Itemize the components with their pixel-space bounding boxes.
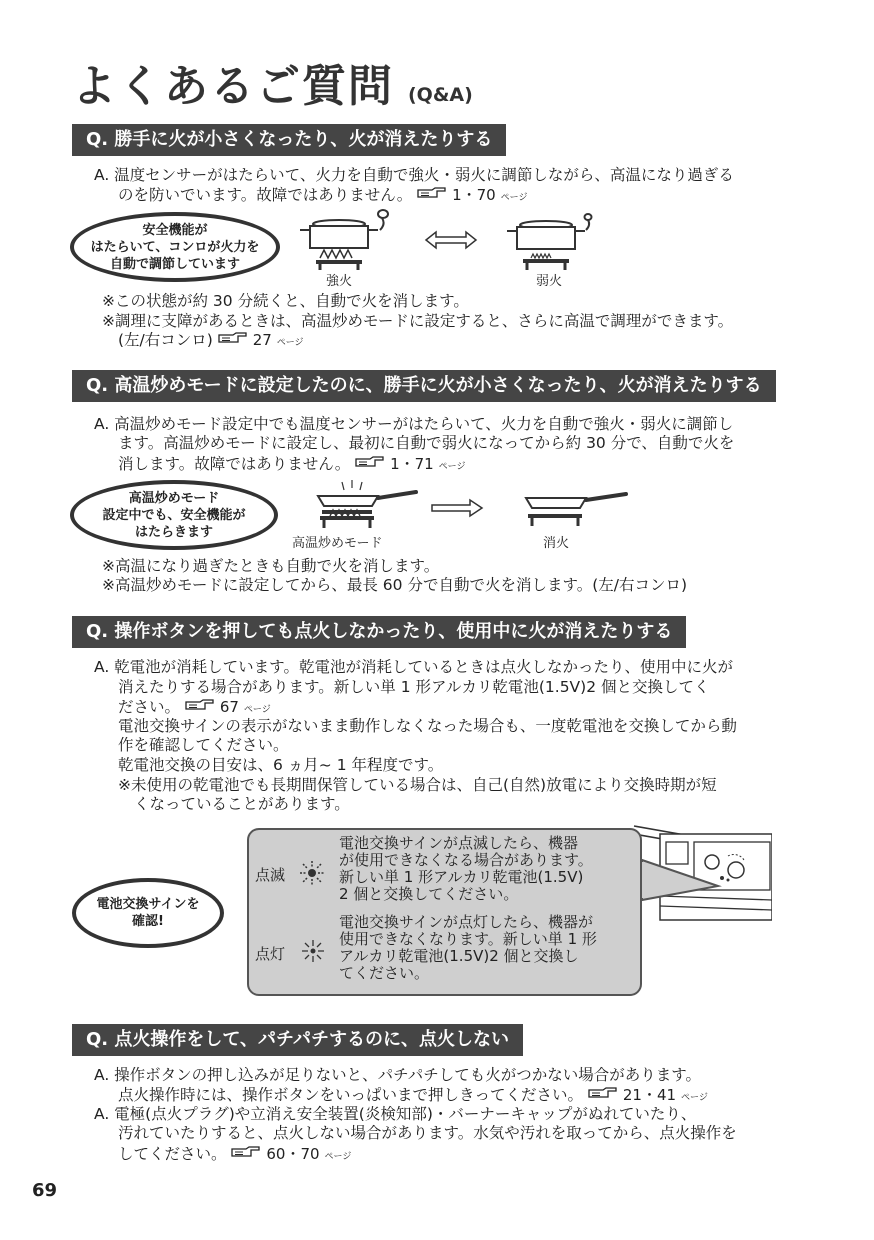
oval-line: はたらきます bbox=[134, 524, 213, 540]
blink-text-line: 2 個と交換してください。 bbox=[339, 885, 519, 903]
pointing-hand-icon bbox=[355, 455, 385, 469]
q2-answer-ref: 1・71 bbox=[390, 455, 434, 473]
q4-answer2-ref: 60・70 bbox=[266, 1145, 320, 1163]
oval-line: 設定中でも、安全機能が bbox=[102, 507, 246, 523]
battery-callout-oval bbox=[72, 878, 224, 948]
oval-line: 高温炒めモード bbox=[128, 490, 220, 506]
blink-text-line: 電池交換サインが点滅したら、機器 bbox=[339, 834, 578, 852]
q1-answer-line-1: A. 温度センサーがはたらいて、火力を自動で強火・弱火に調節しながら、高温になり過ぎる bbox=[94, 166, 734, 184]
oval-line: 安全機能が bbox=[142, 222, 208, 238]
pot-strong-flame-illustration bbox=[296, 208, 396, 270]
oval-line: 電池交換サインを bbox=[96, 897, 200, 912]
page-title-text: よくあるご質問 bbox=[72, 61, 394, 112]
page-title-sub: (Q&A) bbox=[408, 84, 473, 106]
frying-pan-off-illustration bbox=[520, 486, 632, 530]
lit-text-line: 電池交換サインが点灯したら、機器が bbox=[339, 913, 593, 931]
q3-answer-line-1: A. 乾電池が消耗しています。乾電池が消耗しているときは点火しなかったり、使用中に火が bbox=[94, 658, 733, 676]
q4-answer1-ref: 21・41 bbox=[622, 1086, 677, 1104]
frying-pan-high-heat-illustration bbox=[308, 478, 420, 528]
question-heading-2: Q. 高温炒めモードに設定したのに、勝手に火が小さくなったり、火が消えたりする bbox=[72, 370, 776, 402]
page-suffix: ページ bbox=[681, 1093, 708, 1103]
caption-strong-flame: 強火 bbox=[326, 274, 353, 289]
q4-answer2-line-3-text: してください。 bbox=[118, 1145, 227, 1163]
q4-answer2-line-2: 汚れていたりすると、点火しない場合があります。水気や汚れを取ってから、点火操作を bbox=[118, 1124, 737, 1142]
q1-answer-ref: 1・70 bbox=[452, 186, 496, 204]
blink-text-line: が使用できなくなる場合があります。 bbox=[339, 851, 593, 869]
blink-text-line: 新しい単 1 形アルカリ乾電池(1.5V) bbox=[339, 868, 584, 886]
pointing-hand-icon bbox=[588, 1086, 618, 1100]
q3-answer-line-2: 消えたりする場合があります。新しい単 1 形アルカリ乾電池(1.5V)2 個と交換してく bbox=[118, 678, 710, 696]
page-suffix: ページ bbox=[438, 462, 466, 472]
page-number: 69 bbox=[32, 1180, 58, 1201]
double-arrow-icon bbox=[424, 230, 478, 250]
pointing-hand-icon bbox=[185, 698, 215, 712]
oval-line: 自動で調節しています bbox=[109, 256, 240, 272]
q3-answer-line-3-text: ださい。 bbox=[118, 698, 181, 716]
q4-answer2-line-1: A. 電極(点火プラグ)や立消え安全装置(炎検知部)・バーナーキャップがぬれていたり、 bbox=[94, 1105, 697, 1123]
pointing-hand-icon bbox=[231, 1145, 261, 1159]
question-heading-4: Q. 点火操作をして、パチパチするのに、点火しない bbox=[72, 1024, 523, 1056]
page-suffix: ページ bbox=[500, 193, 528, 203]
oval-line: 確認! bbox=[132, 914, 164, 929]
q1-note-3-text: (左/右コンロ) bbox=[118, 331, 213, 349]
question-heading-1: Q. 勝手に火が小さくなったり、火が消えたりする bbox=[72, 124, 506, 156]
caption-high-heat-mode: 高温炒めモード bbox=[292, 536, 383, 551]
page-title bbox=[72, 50, 473, 114]
lit-text-line: アルカリ乾電池(1.5V)2 個と交換し bbox=[339, 947, 579, 965]
safety-callout-oval-1 bbox=[70, 212, 280, 282]
lit-text-line: 使用できなくなります。新しい単 1 形 bbox=[339, 930, 597, 948]
q1-note-2: ※調理に支障があるときは、高温炒めモードに設定すると、さらに高温で調理ができます。 bbox=[102, 312, 734, 330]
q2-note-2: ※高温炒めモードに設定してから、最長 60 分で自動で火を消します。(左/右コンロ) bbox=[102, 576, 688, 594]
lit-label: 点灯 bbox=[255, 945, 286, 963]
q2-answer-line-3 bbox=[118, 455, 465, 476]
blink-label: 点滅 bbox=[255, 866, 286, 884]
q2-note-1: ※高温になり過ぎたときも自動で火を消します。 bbox=[102, 557, 440, 575]
q1-answer-line-2 bbox=[118, 186, 527, 207]
question-heading-3: Q. 操作ボタンを押しても点火しなかったり、使用中に火が消えたりする bbox=[72, 616, 686, 648]
q1-note-3 bbox=[118, 331, 304, 352]
q1-answer-line-2-text: のを防いでいます。故障ではありません。 bbox=[118, 186, 413, 204]
q3-answer-line-7: ※未使用の乾電池でも長期間保管している場合は、自己(自然)放電により交換時期が短 bbox=[118, 776, 717, 794]
q3-answer-line-5: 作を確認してください。 bbox=[118, 736, 289, 754]
q1-note-3-ref: 27 bbox=[252, 331, 272, 349]
pointing-hand-icon bbox=[417, 186, 447, 200]
q3-answer-line-4: 電池交換サインの表示がないまま動作しなくなった場合も、一度乾電池を交換してから動 bbox=[118, 717, 737, 735]
safety-callout-oval-2 bbox=[70, 480, 278, 550]
q3-answer-line-3 bbox=[118, 698, 271, 719]
right-arrow-icon bbox=[430, 498, 484, 518]
q4-answer1-line-1: A. 操作ボタンの押し込みが足りないと、パチパチしても火がつかない場合があります。 bbox=[94, 1066, 702, 1084]
q3-answer-line-8: くなっていることがあります。 bbox=[134, 795, 350, 813]
page-suffix: ページ bbox=[324, 1152, 352, 1162]
caption-fire-off: 消火 bbox=[543, 536, 570, 551]
q2-answer-line-2: ます。高温炒めモードに設定し、最初に自動で弱火になってから約 30 分で、自動で火を bbox=[118, 434, 735, 452]
battery-sign-bubble bbox=[247, 828, 642, 996]
oval-line: はたらいて、コンロが火力を bbox=[90, 239, 260, 255]
lit-text-line: てください。 bbox=[339, 964, 430, 982]
q4-answer1-line-2-text: 点火操作時には、操作ボタンをいっぱいまで押しきってください。 bbox=[118, 1086, 584, 1104]
q4-answer1-line-2 bbox=[118, 1086, 708, 1107]
q4-answer2-line-3 bbox=[118, 1145, 351, 1166]
page-suffix: ページ bbox=[276, 338, 304, 348]
blinking-sign-icon bbox=[297, 860, 327, 886]
q3-answer-ref: 67 bbox=[219, 698, 239, 716]
caption-weak-flame: 弱火 bbox=[536, 274, 563, 289]
q1-note-1: ※この状態が約 30 分続くと、自動で火を消します。 bbox=[102, 292, 469, 310]
q2-answer-line-3-text: 消します。故障ではありません。 bbox=[118, 455, 351, 473]
page-suffix: ページ bbox=[243, 705, 271, 715]
q3-answer-line-6: 乾電池交換の目安は、6 ヵ月~ 1 年程度です。 bbox=[118, 756, 444, 774]
pointing-hand-icon bbox=[218, 331, 248, 345]
pot-weak-flame-illustration bbox=[506, 212, 602, 270]
lit-sign-icon bbox=[299, 938, 327, 964]
q2-answer-line-1: A. 高温炒めモード設定中でも温度センサーがはたらいて、火力を自動で強火・弱火に調節し bbox=[94, 415, 734, 433]
